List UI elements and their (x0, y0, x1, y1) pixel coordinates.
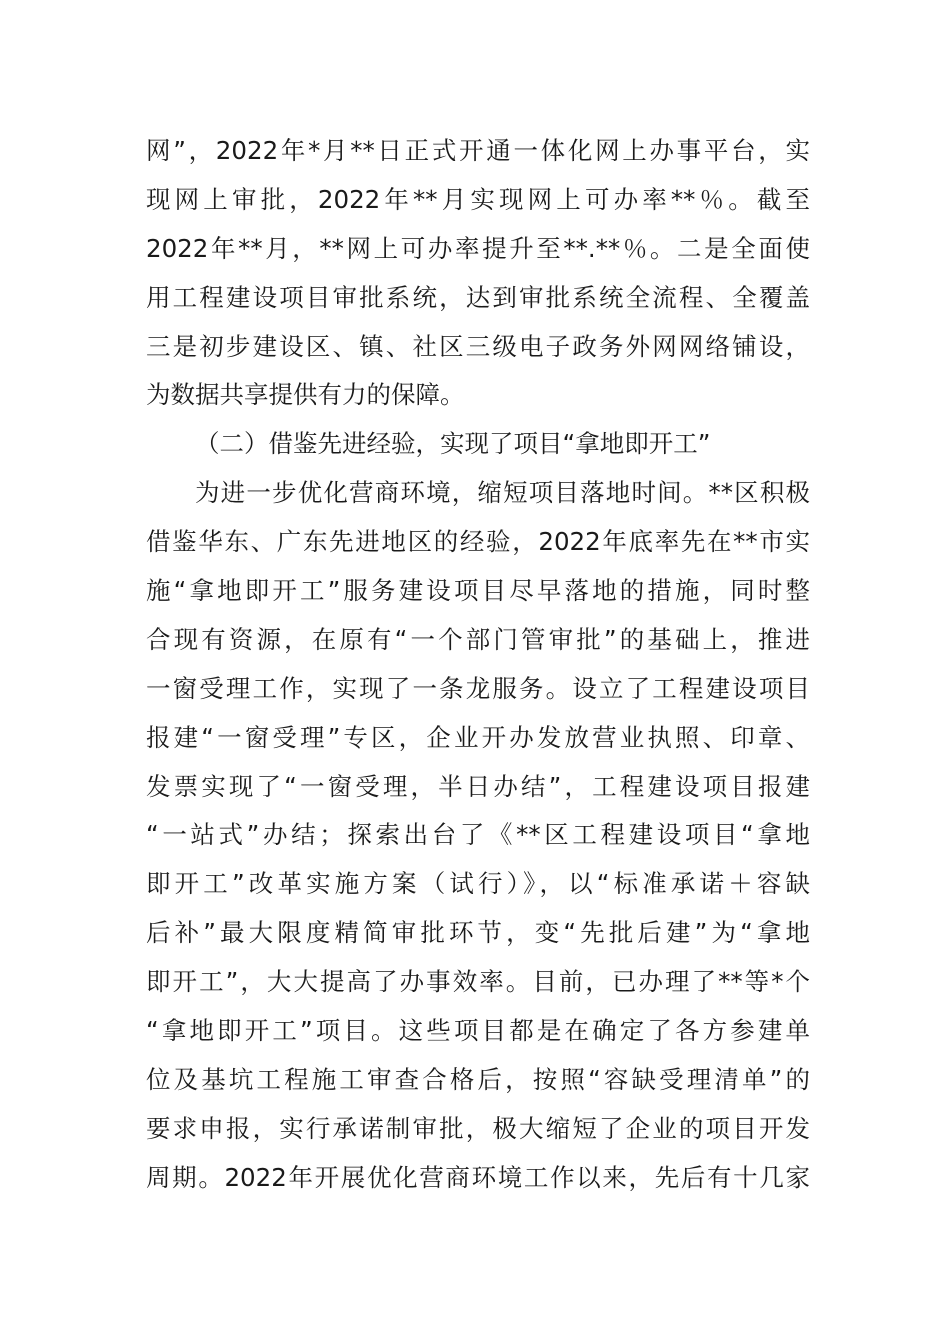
para-2-line-13: 位及基坑工程施工审查合格后，按照“容缺受理清单”的 (146, 1064, 810, 1094)
para-1-line-3: 2022年**月，**网上可办率提升至**.**％。二是全面使 (146, 233, 810, 263)
para-2-line-9: 即开工”改革实施方案（试行）》，以“标准承诺＋容缺 (146, 869, 810, 899)
para-2-line-15: 周期。2022年开展优化营商环境工作以来，先后有十几家 (146, 1162, 810, 1192)
para-2-line-12: “拿地即开工”项目。这些项目都是在确定了各方参建单 (146, 1016, 810, 1046)
para-1-line-6: 为数据共享提供有力的保障。 (146, 380, 465, 410)
para-1-line-2: 现网上审批，2022年**月实现网上可办率**％。截至 (146, 184, 810, 214)
para-2-line-7: 发票实现了“一窗受理，半日办结”，工程建设项目报建 (146, 771, 810, 801)
para-1-line-4: 用工程建设项目审批系统，达到审批系统全流程、全覆盖 (146, 282, 810, 312)
para-2-line-8: “一站式”办结；探索出台了《**区工程建设项目“拿地 (146, 820, 810, 850)
para-2-line-14: 要求申报，实行承诺制审批，极大缩短了企业的项目开发 (146, 1113, 810, 1143)
para-2-line-11: 即开工”，大大提高了办事效率。目前，已办理了**等*个 (146, 967, 810, 997)
section-heading: （二）借鉴先进经验，实现了项目“拿地即开工” (195, 429, 711, 459)
document-body (146, 127, 810, 1203)
para-2-line-2: 借鉴华东、广东先进地区的经验，2022年底率先在**市实 (146, 527, 810, 557)
para-2-line-1: 为进一步优化营商环境，缩短项目落地时间。**区积极 (195, 478, 810, 508)
para-1-line-5: 三是初步建设区、镇、社区三级电子政务外网网络铺设， (146, 331, 810, 361)
para-2-line-3: 施“拿地即开工”服务建设项目尽早落地的措施，同时整 (146, 576, 810, 606)
para-2-line-10: 后补”最大限度精简审批环节，变“先批后建”为“拿地 (146, 918, 810, 948)
para-1-line-1: 网”，2022年*月**日正式开通一体化网上办事平台，实 (146, 136, 810, 165)
para-2-line-5: 一窗受理工作，实现了一条龙服务。设立了工程建设项目 (146, 673, 810, 703)
para-2-line-6: 报建“一窗受理”专区，企业开办发放营业执照、印章、 (146, 722, 810, 752)
para-2-line-4: 合现有资源，在原有“一个部门管审批”的基础上，推进 (146, 624, 810, 654)
